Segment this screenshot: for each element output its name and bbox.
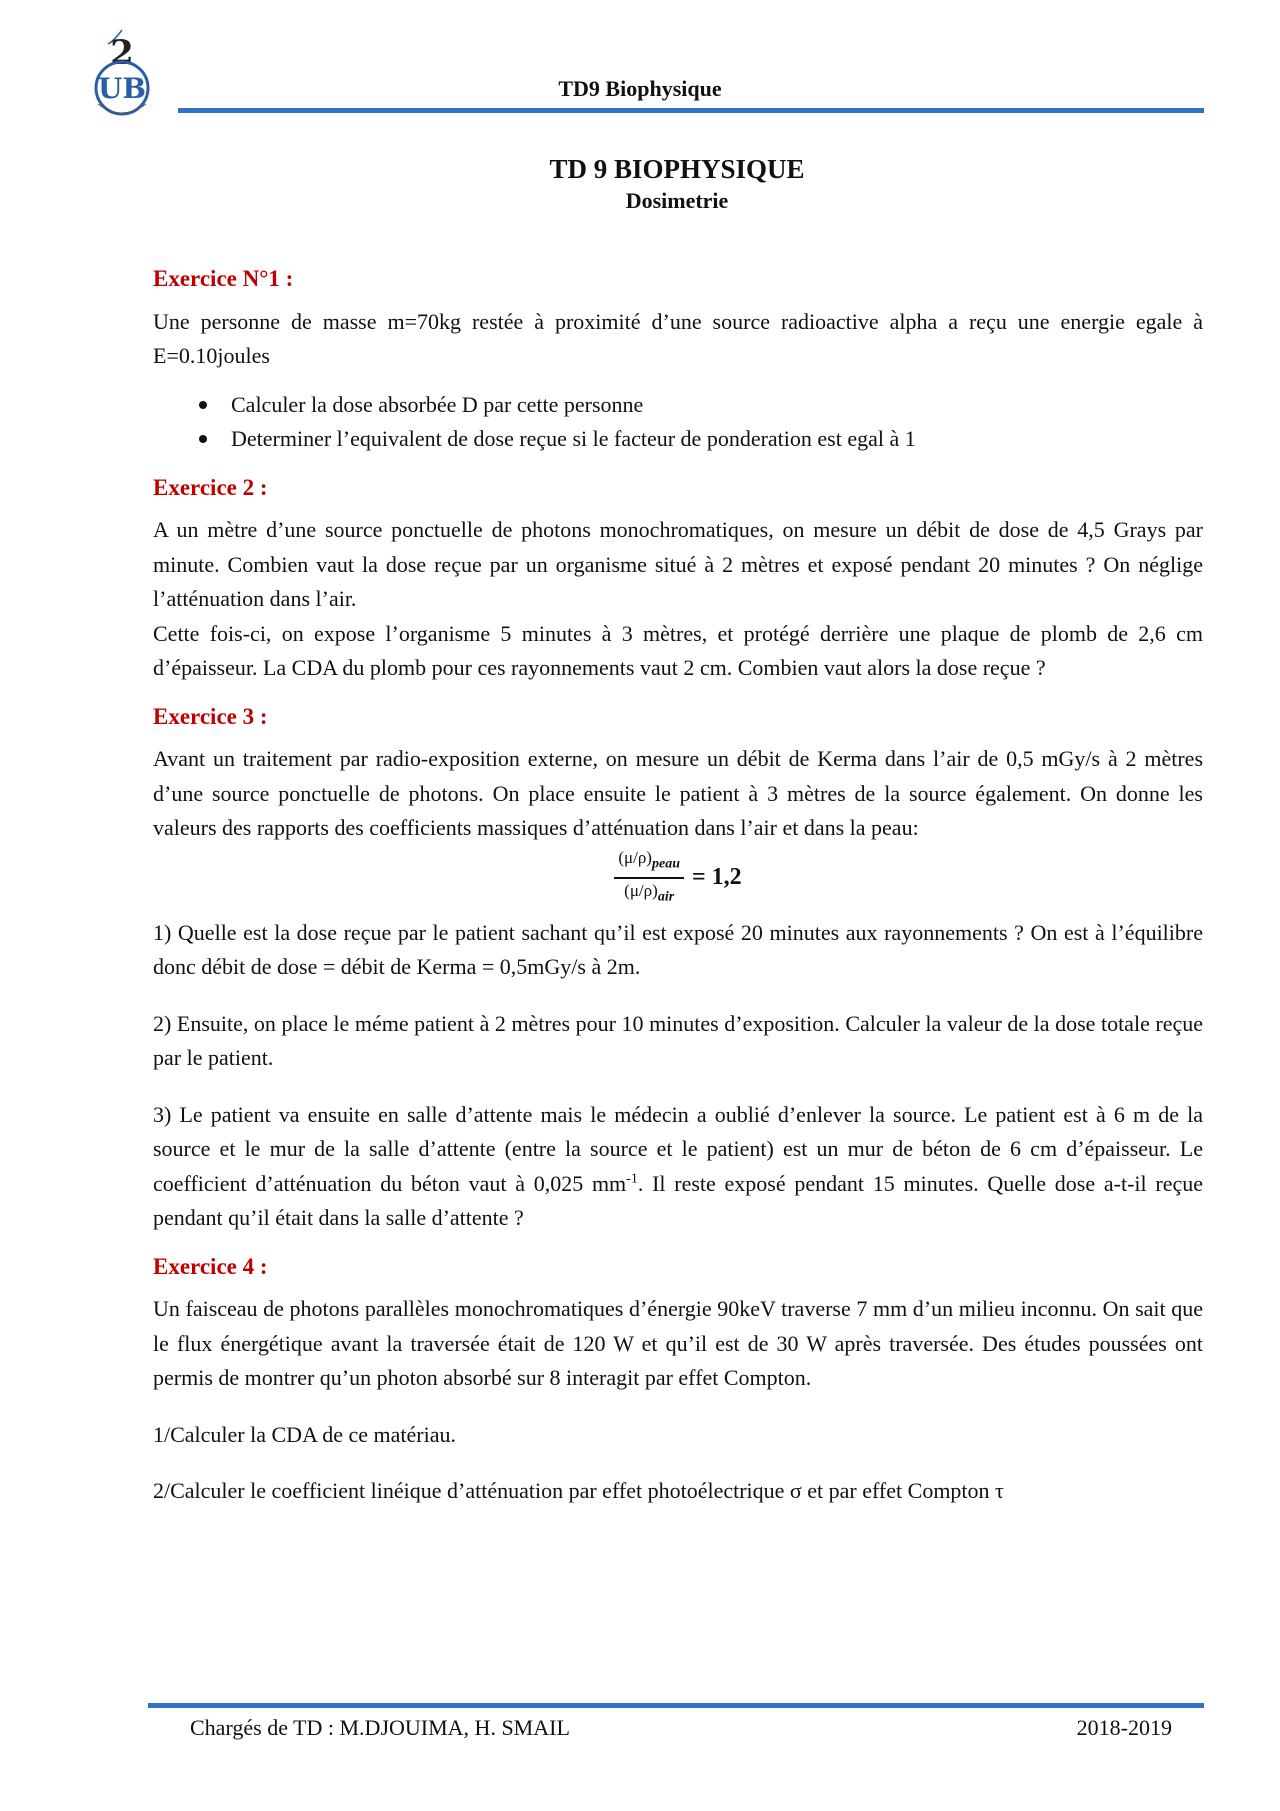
- exercise-3-question-2: 2) Ensuite, on place le méme patient à 2 mètres pour 10 minutes d’exposition. Calculer la valeur de la dose totale reçue par le patient.: [153, 1010, 1203, 1070]
- exercise-3-title: Exercice 3 :: [153, 703, 268, 729]
- exercise-2-paragraph-2: Cette fois-ci, on expose l’organisme 5 minutes à 3 mètres, et protégé derrière une plaque de plomb de 2,6 cm d’épaisseur. La CDA du plomb pour ces rayonnements vaut 2 cm. Combien vaut alors la dose reçue ?: [153, 620, 1203, 680]
- exercise-2-paragraph-1: A un mètre d’une source ponctuelle de photons monochromatiques, on mesure un débit de dose de 4,5 Grays par minute. Combien vaut la dose reçue par un organisme situé à 2 mètres et exposé pendant 20 minutes ? On néglige l’atténuation dans l’air.: [153, 517, 1203, 611]
- exercise-4-question-1: 1/Calculer la CDA de ce matériau.: [153, 1421, 456, 1447]
- header-title: TD9 Biophysique: [558, 76, 722, 101]
- exercise-3-question-3: 3) Le patient va ensuite en salle d’attente mais le médecin a oublié d’enlever la source. Le patient est à 6 m de la source et le mur de la salle d’attente (entre la source et le patient) est un mur de béton de 6 cm d’épaisseur. Le coefficient d’atténuation du béton vaut à 0,025 $mm^{-1}$. Il reste exposé pendant 15 minutes. Quelle dose a-t-il reçue pendant qu’il était dans la salle d’attente ?: [153, 1101, 1203, 1230]
- bullet-icon: [199, 435, 207, 443]
- exercise-3-question-1: 1) Quelle est la dose reçue par le patient sachant qu’il est exposé 20 minutes aux rayonnements ? On est à l’équilibre donc débit de dose = débit de Kerma = 0,5mGy/s à 2m.: [153, 919, 1203, 979]
- footer-year: 2018-2019: [1076, 1715, 1172, 1740]
- bullet-icon: [199, 401, 207, 409]
- formula-value: = 1,2: [691, 864, 742, 891]
- exercise-1-text: Une personne de masse m=70kg restée à proximité d’une source radioactive alpha a reçu une energie egale à E=0.10joules: [153, 308, 1203, 368]
- exercise-2-title: Exercice 2 :: [153, 474, 268, 500]
- svg-text:UB: UB: [97, 72, 147, 105]
- footer-instructors: Chargés de TD : M.DJOUIMA, H. SMAIL: [190, 1715, 570, 1740]
- exercise-1-list: [153, 388, 1203, 457]
- attenuation-ratio-formula: [153, 846, 1203, 910]
- exercise-4-title: Exercice 4 :: [153, 1253, 268, 1279]
- page-title: TD 9 BIOPHYSIQUE: [549, 154, 805, 184]
- list-item: Determiner l’equivalent de dose reçue si le facteur de ponderation est egal à 1: [153, 422, 1203, 457]
- exercise-1-title: Exercice N°1 :: [153, 266, 294, 291]
- svg-text:2: 2: [110, 33, 134, 73]
- header-divider: [178, 108, 1204, 113]
- exercise-4-paragraph: Un faisceau de photons parallèles monochromatiques d’énergie 90keV traverse 7 mm d’un milieu inconnu. On sait que le flux énergétique avant la traversée était de 120 W et qu’il est de 30 W après traversée. Des études poussées ont permis de montrer qu’un photon absorbé sur 8 interagit par effet Compton.: [153, 1296, 1203, 1390]
- footer-divider: [148, 1703, 1204, 1708]
- formula-fraction: $\frac{(\mu/\rho)_{peau}}{(\mu/\rho)_{air}}$: [614, 847, 684, 908]
- page-subtitle: Dosimetrie: [625, 188, 729, 213]
- exercise-4-question-2: 2/Calculer le coefficient linéique d’atténuation par effet photoélectrique σ et par effet Compton τ: [153, 1478, 1004, 1503]
- document-body: [153, 262, 1203, 1509]
- university-logo: [82, 22, 162, 122]
- exercise-3-intro: Avant un traitement par radio-exposition externe, on mesure un débit de Kerma dans l’air de 0,5 mGy/s à 2 mètres d’une source ponctuelle de photons. On place ensuite le patient à 3 mètres de la source également. On donne les valeurs des rapports des coefficients massiques d’atténuation dans l’air et dans la peau:: [153, 746, 1203, 840]
- list-item: Calculer la dose absorbée D par cette personne: [153, 388, 1203, 423]
